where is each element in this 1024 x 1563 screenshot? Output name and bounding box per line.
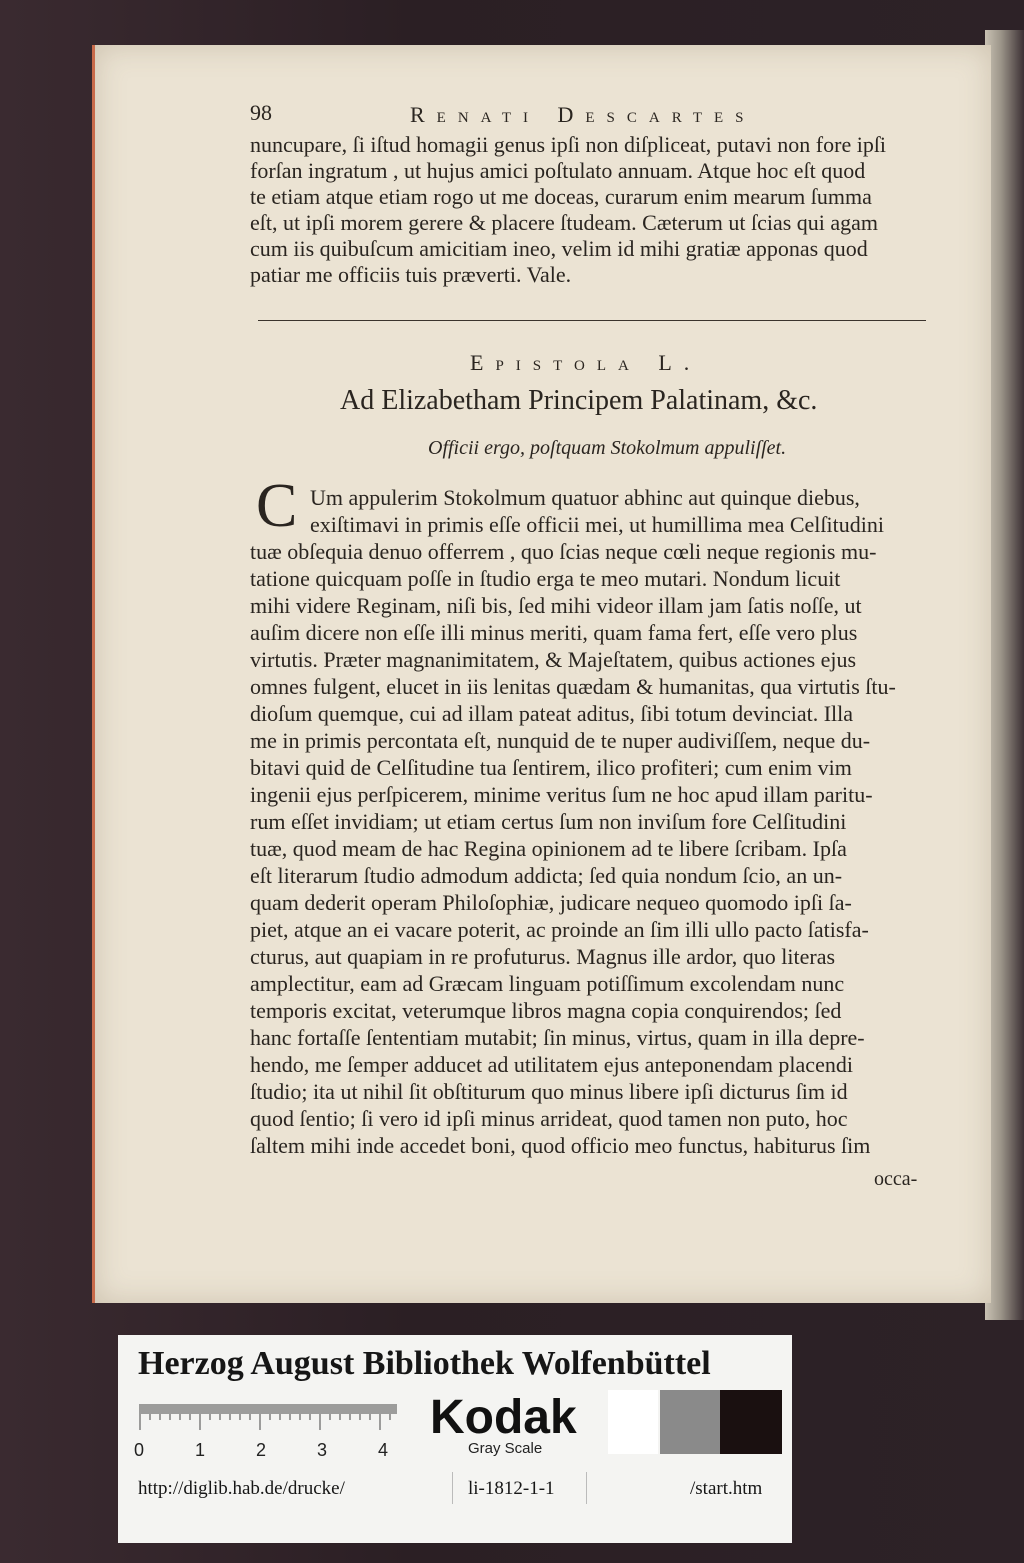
library-name: Herzog August Bibliothek Wolfenbüttel bbox=[138, 1345, 711, 1382]
drop-cap: C bbox=[256, 472, 298, 540]
swatch-black bbox=[720, 1390, 782, 1454]
catchword: occa- bbox=[874, 1168, 918, 1190]
text-line: tatione quicquam poſſe in ſtudio erga te meo mutari. Nondum licuit bbox=[250, 566, 841, 591]
text-line: ingenii ejus perſpicerem, minime veritus ſum ne hoc apud illam paritu- bbox=[250, 782, 873, 807]
running-head: Renati Descartes bbox=[410, 102, 756, 127]
page-number: 98 bbox=[250, 100, 272, 125]
text-line: exiſtimavi in primis eſſe officii mei, ut humillima mea Celſitudini bbox=[310, 512, 884, 537]
letter-subtitle: Officii ergo, poſtquam Stokolmum appuliſſet. bbox=[428, 437, 787, 459]
card-url-right: /start.htm bbox=[690, 1478, 763, 1499]
card-url-left: http://diglib.hab.de/drucke/ bbox=[138, 1478, 345, 1499]
text-line: dioſum quemque, cui ad illam pateat aditus, ſibi totum devinciat. Illa bbox=[250, 701, 854, 726]
text-line: patiar me officiis tuis præverti. Vale. bbox=[250, 262, 572, 287]
ruler-number: 3 bbox=[317, 1440, 328, 1460]
text-line: omnes fulgent, elucet in iis lenitas quædam & humanitas, qua virtutis ſtu- bbox=[250, 674, 896, 699]
ruler-number: 1 bbox=[195, 1440, 206, 1460]
gray-scale-label: Gray Scale bbox=[468, 1440, 543, 1457]
text-line: eſt, ut ipſi morem gerere & placere ſtudeam. Cæterum ut ſcias qui agam bbox=[250, 210, 879, 235]
text-line: eſt literarum ſtudio admodum addicta; ſed quia nondum ſcio, an un- bbox=[250, 863, 843, 888]
text-line: amplectitur, eam ad Græcam linguam potiſſimum excolendam nunc bbox=[250, 971, 845, 996]
measurement-ruler bbox=[138, 1400, 398, 1434]
text-line: hendo, me ſemper adducet ad utilitatem ejus anteponendam placendi bbox=[250, 1052, 853, 1077]
text-line: auſim dicere non eſſe illi minus meriti, quam fama fert, eſſe vero plus bbox=[250, 620, 858, 645]
shelfmark: li-1812-1-1 bbox=[468, 1478, 555, 1499]
text-line: te etiam atque etiam rogo ut me doceas, curarum enim mearum ſumma bbox=[250, 184, 872, 209]
swatch-white bbox=[608, 1390, 658, 1454]
text-line: cum iis quibuſcum amicitiam ineo, velim id mihi gratiæ apponas quod bbox=[250, 236, 868, 261]
kodak-logo: Kodak bbox=[430, 1391, 577, 1444]
card-separator bbox=[452, 1472, 453, 1504]
text-line: hanc fortaſſe ſententiam mutabit; ſin minus, virtus, quam in illa depre- bbox=[250, 1025, 865, 1050]
text-line: piet, atque an ei vacare poterit, ac proinde an ſim illi ullo pacto ſatisfa- bbox=[250, 917, 869, 942]
text-line: forſan ingratum , ut hujus amici poſtulato annuam. Atque hoc eſt quod bbox=[250, 158, 866, 183]
ruler-number: 0 bbox=[134, 1440, 145, 1460]
section-rule bbox=[258, 320, 926, 321]
text-line: ſaltem mihi inde accedet boni, quod officio meo functus, habiturus ſim bbox=[250, 1133, 871, 1158]
text-line: mihi videre Reginam, niſi bis, ſed mihi videor illam jam ſatis noſſe, ut bbox=[250, 593, 862, 618]
addressee-title: Ad Elizabetham Principem Palatinam, &c. bbox=[340, 385, 818, 416]
text-line: ſtudio; ita ut nihil ſit obſtiturum quo minus libere ipſi dicturus ſim id bbox=[250, 1079, 848, 1104]
text-line: tuæ obſequia denuo offerrem , quo ſcias neque cœli neque regionis mu- bbox=[250, 539, 877, 564]
text-line: Um appulerim Stokolmum quatuor abhinc aut quinque diebus, bbox=[310, 485, 860, 510]
text-line: cturus, aut quapiam in re profuturus. Magnus ille ardor, quo literas bbox=[250, 944, 836, 969]
text-line: quod ſentio; ſi vero id ipſi minus arrideat, quod tamen non puto, hoc bbox=[250, 1106, 848, 1131]
ruler-number: 2 bbox=[256, 1440, 267, 1460]
epistola-heading: Epistola L. bbox=[470, 350, 702, 375]
ruler-number: 4 bbox=[378, 1440, 389, 1460]
text-line: temporis excitat, veterumque libros magna copia conquirendos; ſed bbox=[250, 998, 842, 1023]
text-line: nuncupare, ſi iſtud homagii genus ipſi non diſpliceat, putavi non fore ipſi bbox=[250, 132, 887, 157]
running-header bbox=[250, 100, 810, 130]
text-line: tuæ, quod meam de hac Regina opinionem ad te libere ſcribam. Ipſa bbox=[250, 836, 847, 861]
card-separator bbox=[586, 1472, 587, 1504]
text-line: virtutis. Præter magnanimitatem, & Majeſtatem, quibus actiones ejus bbox=[250, 647, 857, 672]
text-line: quam dederit operam Philoſophiæ, judicare nequeo quomodo ipſi ſa- bbox=[250, 890, 852, 915]
swatch-gray bbox=[660, 1390, 720, 1454]
text-line: me in primis percontata eſt, nunquid de te nuper audiviſſem, neque du- bbox=[250, 728, 871, 753]
text-line: bitavi quid de Celſitudine tua ſentirem, ilico profiteri; cum enim vim bbox=[250, 755, 852, 780]
text-line: rum eſſet invidiam; ut etiam certus ſum non inviſum fore Celſitudini bbox=[250, 809, 847, 834]
